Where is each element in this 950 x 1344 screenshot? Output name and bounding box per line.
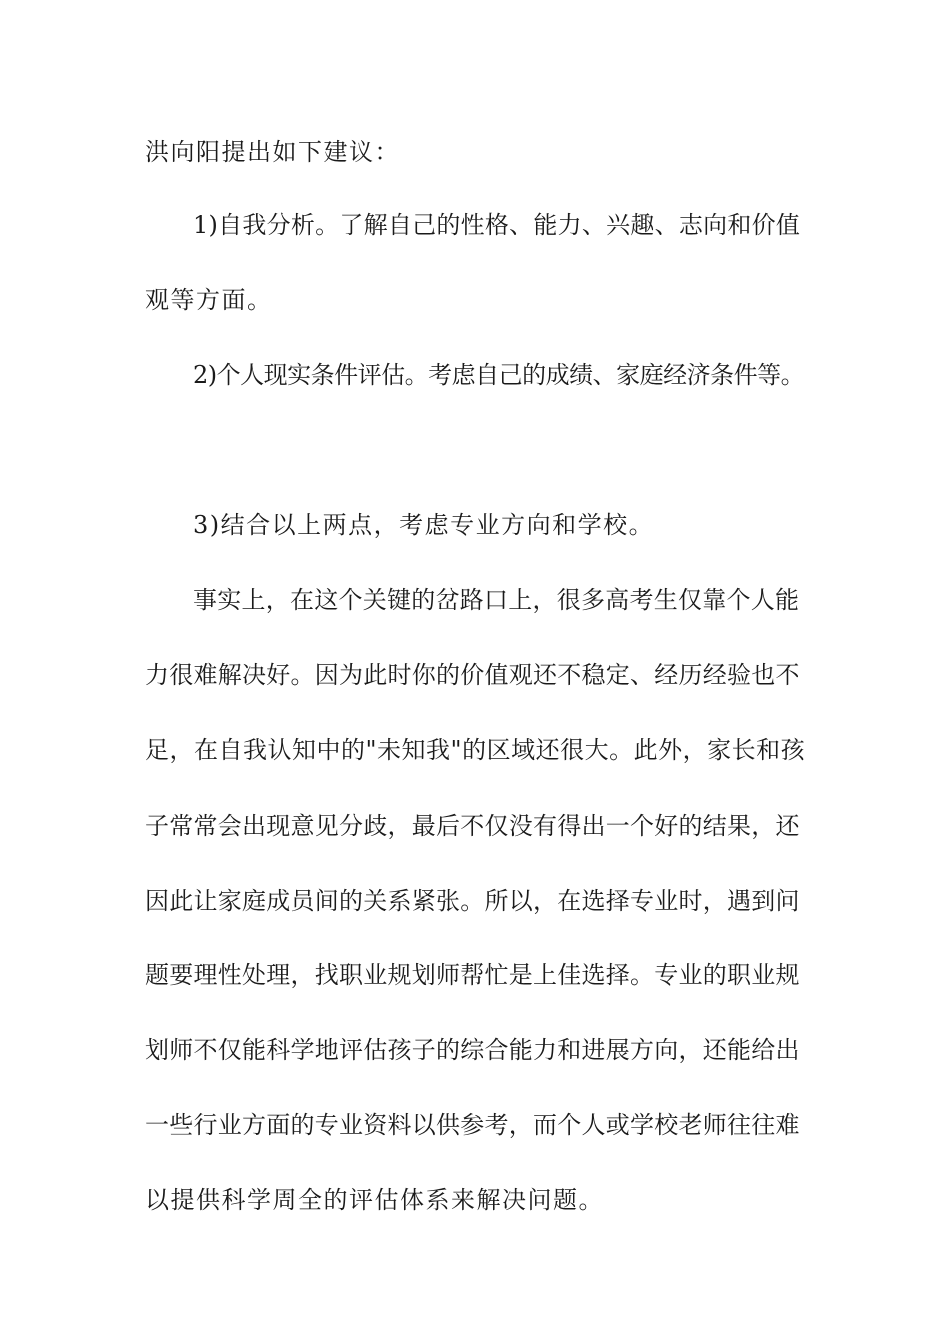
text-line: 洪向阳提出如下建议： [145, 138, 400, 166]
text-line: 1)自我分析。了解自己的性格、能力、兴趣、志向和价值 [193, 211, 801, 239]
text-line: 2)个人现实条件评估。考虑自己的成绩、家庭经济条件等。 [193, 361, 805, 389]
text-line: 一些行业方面的专业资料以供参考，而个人或学校老师往往难 [145, 1111, 800, 1139]
text-line: 子常常会出现意见分歧，最后不仅没有得出一个好的结果，还 [145, 812, 800, 840]
text-line: 足，在自我认知中的"未知我"的区域还很大。此外，家长和孩 [145, 736, 806, 764]
text-line: 3)结合以上两点，考虑专业方向和学校。 [193, 511, 655, 539]
text-line: 题要理性处理，找职业规划师帮忙是上佳选择。专业的职业规 [145, 961, 800, 989]
text-line: 观等方面。 [145, 286, 273, 314]
text-line: 力很难解决好。因为此时你的价值观还不稳定、经历经验也不 [145, 661, 800, 689]
text-line: 事实上，在这个关键的岔路口上，很多高考生仅靠个人能 [193, 586, 800, 614]
text-line: 以提供科学周全的评估体系来解决问题。 [145, 1186, 604, 1214]
text-line: 因此让家庭成员间的关系紧张。所以，在选择专业时，遇到问 [145, 887, 800, 915]
text-line: 划师不仅能科学地评估孩子的综合能力和进展方向，还能给出 [145, 1036, 800, 1064]
